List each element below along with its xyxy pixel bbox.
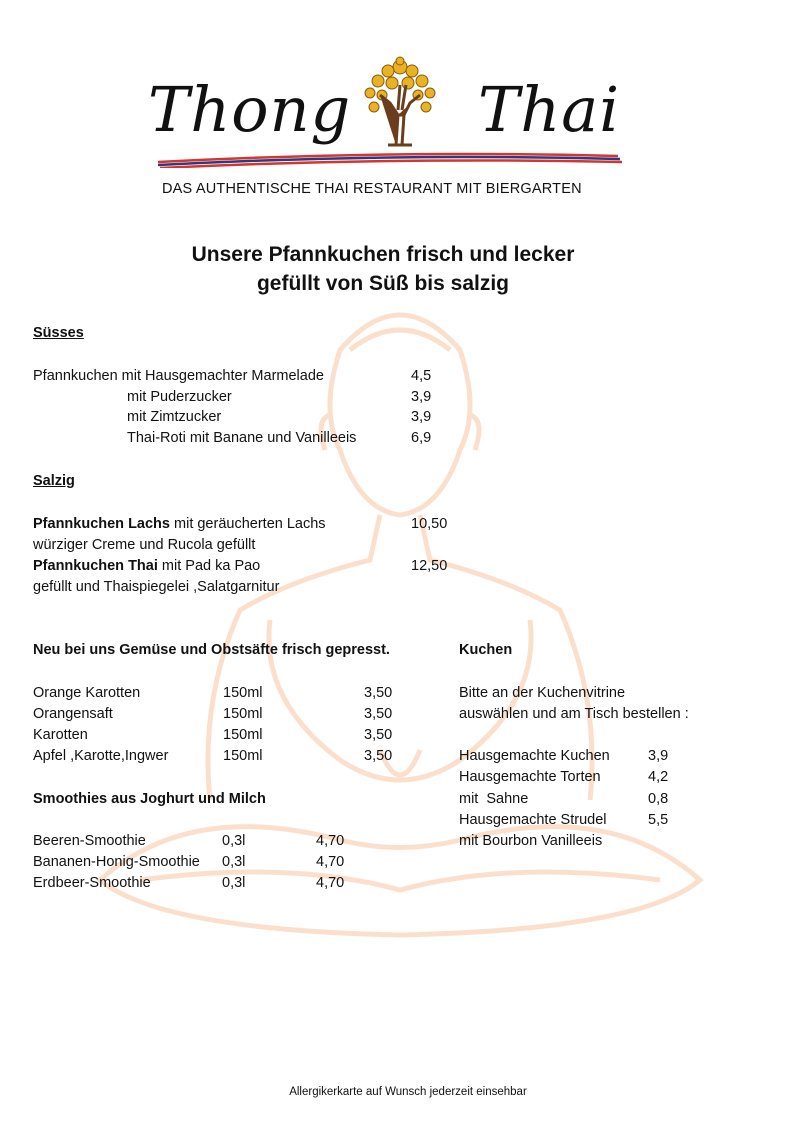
- cake-price: 0,8: [648, 791, 669, 807]
- drink-price: 3,50: [364, 727, 393, 743]
- drink-name: Erdbeer-Smoothie: [33, 875, 151, 891]
- menu-item-description: würziger Creme und Rucola gefüllt: [33, 537, 256, 553]
- kuchen-intro-line2: auswählen und am Tisch bestellen :: [459, 706, 689, 722]
- menu-item-name: mit Puderzucker: [127, 389, 232, 405]
- cake-price: 5,5: [648, 812, 669, 828]
- page-title-line1: Unsere Pfannkuchen frisch und lecker: [191, 243, 575, 266]
- drink-name: Orange Karotten: [33, 685, 141, 701]
- menu-item-name: [33, 514, 326, 534]
- drink-size: 150ml: [223, 685, 263, 701]
- cake-name: Hausgemachte Torten: [459, 769, 601, 785]
- drink-price: 4,70: [316, 875, 345, 891]
- menu-item-price: 4,5: [411, 368, 432, 384]
- kuchen-intro-line1: Bitte an der Kuchenvitrine: [459, 685, 626, 701]
- drink-size: 150ml: [223, 706, 263, 722]
- drink-size: 0,3l: [222, 875, 246, 891]
- menu-item-price: 3,9: [411, 389, 432, 405]
- cake-price: 3,9: [648, 748, 669, 764]
- brand-name-right: Thai: [478, 73, 621, 146]
- cake-name: mit Sahne: [459, 791, 529, 807]
- menu-item-name-bold: Pfannkuchen Lachs: [33, 516, 170, 532]
- drink-price: 3,50: [364, 685, 393, 701]
- menu-item-name-rest: mit geräucherten Lachs: [169, 516, 326, 532]
- logo: [148, 55, 621, 197]
- menu-item-name: Pfannkuchen mit Hausgemachter Marmelade: [33, 368, 324, 384]
- drink-name: Beeren-Smoothie: [33, 833, 146, 849]
- drink-name: Orangensaft: [33, 706, 113, 722]
- drink-size: 150ml: [223, 727, 263, 743]
- drink-price: 4,70: [316, 854, 345, 870]
- drink-size: 0,3l: [222, 833, 246, 849]
- brand-tagline: DAS AUTHENTISCHE THAI RESTAURANT MIT BIERGARTEN: [162, 181, 582, 197]
- tree-icon: [360, 55, 440, 150]
- menu-item-price: 10,50: [411, 516, 448, 532]
- menu-item-name-bold: Pfannkuchen Thai: [33, 558, 158, 574]
- menu-item-price: 3,9: [411, 409, 432, 425]
- section-title-salzig: Salzig: [33, 473, 75, 489]
- drink-size: 0,3l: [222, 854, 246, 870]
- drink-name: Apfel ,Karotte,Ingwer: [33, 748, 169, 764]
- section-title-suesses: Süsses: [33, 325, 84, 341]
- menu-item-name: Thai-Roti mit Banane und Vanilleeis: [127, 430, 357, 446]
- drink-size: 150ml: [223, 748, 263, 764]
- footer-note: Allergikerkarte auf Wunsch jederzeit einsehbar: [289, 1086, 527, 1098]
- page-title-line2: gefüllt von Süß bis salzig: [256, 272, 510, 295]
- thai-flag-stripes: [158, 150, 623, 168]
- cake-name: mit Bourbon Vanilleeis: [459, 833, 603, 849]
- section-title-kuchen: Kuchen: [459, 642, 513, 658]
- drink-price: 3,50: [364, 706, 393, 722]
- menu-item-name: mit Zimtzucker: [127, 409, 222, 425]
- menu-item-price: 12,50: [411, 558, 448, 574]
- page-title: [0, 240, 766, 298]
- menu-item-name-rest: mit Pad ka Pao: [157, 558, 261, 574]
- cake-name: Hausgemachte Kuchen: [459, 748, 610, 764]
- menu-item-price: 6,9: [411, 430, 432, 446]
- cake-price: 4,2: [648, 769, 669, 785]
- section-title-smoothies: Smoothies aus Joghurt und Milch: [33, 791, 266, 807]
- drink-name: Bananen-Honig-Smoothie: [33, 854, 200, 870]
- section-title-saefte: Neu bei uns Gemüse und Obstsäfte frisch gepresst.: [33, 642, 390, 658]
- drink-price: 3,50: [364, 748, 393, 764]
- cake-name: Hausgemachte Strudel: [459, 812, 607, 828]
- brand-name-left: Thong: [148, 73, 352, 146]
- menu-item-name: [33, 556, 260, 576]
- menu-item-description: gefüllt und Thaispiegelei ,Salatgarnitur: [33, 579, 280, 595]
- drink-price: 4,70: [316, 833, 345, 849]
- drink-name: Karotten: [33, 727, 88, 743]
